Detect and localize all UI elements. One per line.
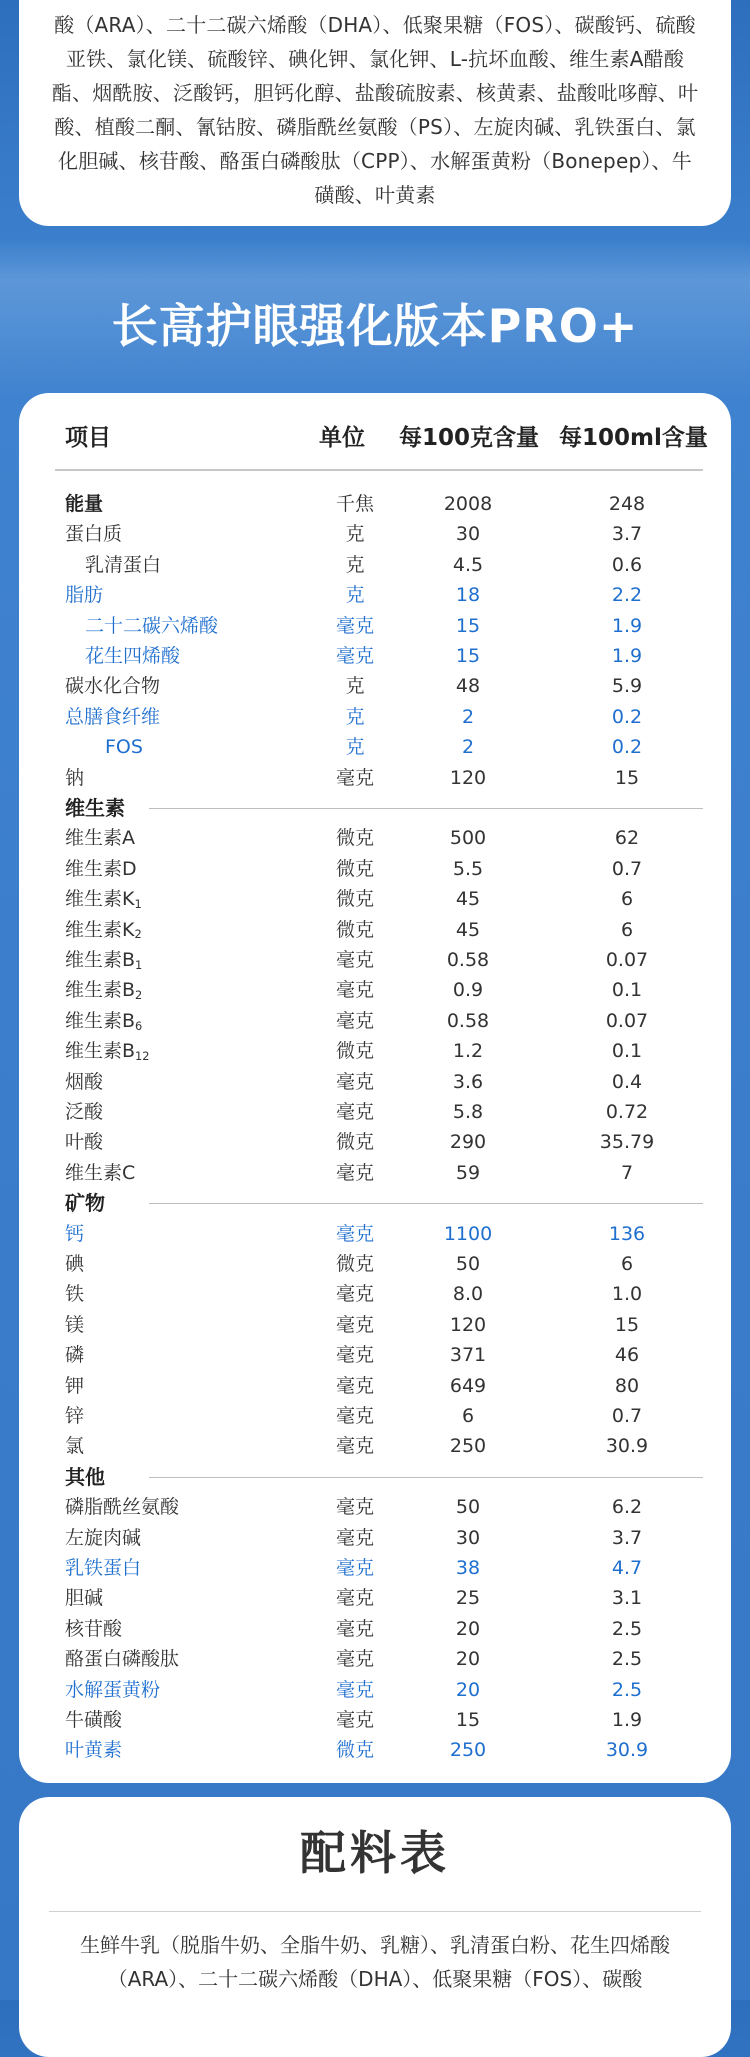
nutrient-unit: 毫克 <box>335 614 375 637</box>
table-row <box>19 1705 731 1735</box>
table-row <box>19 1523 731 1553</box>
nutrient-name-text: 镁 <box>65 1313 85 1336</box>
nutrient-name <box>105 732 143 762</box>
value-per-100g: 38 <box>455 1557 481 1579</box>
nutrient-name <box>65 1310 84 1340</box>
table-row <box>19 519 731 549</box>
nutrient-name-text: 泛酸 <box>65 1101 104 1123</box>
value-per-100g: 8.0 <box>452 1283 484 1306</box>
nutrient-name <box>65 1219 84 1249</box>
value-per-100ml: 0.1 <box>611 979 643 1002</box>
nutrient-unit: 微克 <box>335 857 375 880</box>
nutrient-unit: 克 <box>345 705 365 728</box>
header-unit: 单位 <box>319 425 365 451</box>
table-row <box>19 1371 731 1401</box>
table-row <box>19 1492 731 1522</box>
value-per-100ml: 3.7 <box>611 523 643 546</box>
nutrient-name <box>65 1340 84 1370</box>
nutrient-unit: 毫克 <box>335 766 375 789</box>
table-row <box>19 1036 731 1066</box>
value-per-100ml: 0.72 <box>605 1101 649 1123</box>
nutrient-name-text: 总膳食纤维 <box>65 705 161 728</box>
nutrient-unit: 克 <box>345 553 365 576</box>
table-row <box>19 1279 731 1309</box>
nutrient-name-text: 维生素C <box>65 1161 136 1184</box>
value-per-100g: 4.5 <box>452 553 484 576</box>
nutrient-name-text: 碳水化合物 <box>65 675 161 698</box>
value-per-100g: 20 <box>455 1648 481 1671</box>
nutrient-name-text: 叶黄素 <box>65 1739 123 1762</box>
value-per-100ml: 1.9 <box>611 614 643 637</box>
value-per-100g: 2008 <box>443 493 493 515</box>
nutrient-name <box>65 1553 141 1583</box>
nutrient-name <box>65 1614 122 1644</box>
value-per-100g: 18 <box>455 584 481 607</box>
value-per-100ml: 248 <box>608 493 646 515</box>
section-divider <box>149 1203 703 1204</box>
nutrient-name-text: 水解蛋黄粉 <box>65 1678 161 1701</box>
nutrient-name-text: 维生素B <box>65 979 136 1002</box>
nutrient-name-text: 维生素B <box>65 1009 136 1032</box>
table-row <box>19 550 731 580</box>
table-row <box>19 671 731 701</box>
ingredients-text: 生鲜牛乳（脱脂牛奶、全脂牛奶、乳糖）、乳清蛋白粉、花生四烯酸（ARA）、二十二碳六烯酸（DHA）、低聚果糖（FOS）、碳酸 <box>80 1933 670 1991</box>
nutrient-unit: 毫克 <box>335 1526 375 1549</box>
value-per-100ml: 1.9 <box>611 1709 643 1731</box>
nutrient-name <box>65 1675 160 1705</box>
section-label: 其他 <box>65 1464 105 1489</box>
nutrient-name-text: 胆碱 <box>65 1587 104 1610</box>
nutrient-unit: 毫克 <box>335 1709 375 1731</box>
table-row <box>19 1127 731 1157</box>
nutrient-name-text: 碘 <box>65 1253 85 1275</box>
nutrient-unit: 毫克 <box>335 979 375 1002</box>
value-per-100ml: 2.2 <box>611 584 643 607</box>
nutrient-name <box>65 945 142 977</box>
header-per-100ml: 每100ml含量 <box>559 425 708 451</box>
table-row <box>19 945 731 975</box>
value-per-100ml: 2.5 <box>611 1617 643 1640</box>
nutrient-unit: 毫克 <box>335 645 375 667</box>
value-per-100g: 290 <box>449 1131 487 1154</box>
ingredients-divider <box>49 1911 701 1912</box>
nutrient-name <box>65 580 103 610</box>
value-per-100ml: 80 <box>614 1374 640 1397</box>
nutrient-name <box>65 763 84 793</box>
value-per-100g: 15 <box>455 645 481 667</box>
value-per-100g: 120 <box>449 1313 487 1336</box>
ingredients-continuation-card <box>19 0 731 226</box>
value-per-100ml: 6 <box>620 1253 634 1275</box>
value-per-100g: 649 <box>449 1374 487 1397</box>
nutrient-unit: 毫克 <box>335 1648 375 1671</box>
value-per-100ml: 2.5 <box>611 1678 643 1701</box>
table-row <box>19 611 731 641</box>
value-per-100g: 120 <box>449 766 487 789</box>
nutrient-name <box>65 915 142 947</box>
value-per-100g: 1100 <box>443 1222 493 1245</box>
nutrient-name <box>65 1583 103 1613</box>
nutrient-name <box>65 1158 135 1188</box>
value-per-100ml: 3.7 <box>611 1526 643 1549</box>
value-per-100ml: 0.7 <box>611 1405 643 1427</box>
value-per-100ml: 0.1 <box>611 1040 643 1063</box>
nutrient-subscript: 2 <box>135 988 143 1003</box>
value-per-100g: 2 <box>461 705 475 728</box>
nutrient-name <box>65 1401 84 1431</box>
table-row <box>19 1310 731 1340</box>
value-per-100g: 59 <box>455 1161 481 1184</box>
nutrient-unit: 毫克 <box>335 949 375 971</box>
value-per-100g: 45 <box>455 888 481 911</box>
nutrient-unit: 毫克 <box>335 1557 375 1579</box>
nutrient-unit: 微克 <box>335 1131 375 1154</box>
table-row <box>19 580 731 610</box>
nutrient-name <box>65 884 142 916</box>
value-per-100ml: 0.2 <box>611 705 643 728</box>
nutrient-subscript: 1 <box>135 957 143 972</box>
value-per-100ml: 62 <box>614 827 640 850</box>
table-row <box>19 975 731 1005</box>
value-per-100ml: 1.9 <box>611 645 643 667</box>
value-per-100g: 500 <box>449 827 487 850</box>
nutrient-subscript: 12 <box>135 1049 150 1064</box>
nutrient-name <box>85 641 180 671</box>
nutrient-name-text: 维生素B <box>65 949 136 971</box>
nutrient-unit: 微克 <box>335 1040 375 1063</box>
value-per-100ml: 6 <box>620 888 634 911</box>
table-row <box>19 1067 731 1097</box>
table-row <box>19 1340 731 1370</box>
value-per-100ml: 1.0 <box>611 1283 643 1306</box>
nutrient-name-text: 维生素D <box>65 857 137 880</box>
nutrient-name-text: 二十二碳六烯酸 <box>85 614 219 637</box>
header-divider <box>55 469 703 471</box>
table-row <box>19 823 731 853</box>
nutrient-name-text: 铁 <box>65 1283 85 1306</box>
value-per-100g: 2 <box>461 736 475 759</box>
value-per-100ml: 46 <box>614 1344 640 1367</box>
table-row <box>19 1219 731 1249</box>
section-label: 维生素 <box>65 796 125 820</box>
nutrient-name-text: 钙 <box>65 1222 85 1245</box>
value-per-100ml: 136 <box>608 1222 646 1245</box>
ingredients-card <box>19 1797 731 2057</box>
nutrient-name <box>65 1006 142 1038</box>
nutrient-unit: 毫克 <box>335 1344 375 1367</box>
header-item: 项目 <box>65 425 111 451</box>
nutrient-name-text: 蛋白质 <box>65 523 123 546</box>
section-header <box>19 1188 731 1218</box>
nutrient-name <box>65 702 160 732</box>
nutrient-unit: 微克 <box>335 827 375 850</box>
table-row <box>19 732 731 762</box>
table-row <box>19 884 731 914</box>
value-per-100ml: 7 <box>620 1161 634 1184</box>
nutrient-name-text: 酪蛋白磷酸肽 <box>65 1648 180 1671</box>
table-row <box>19 1675 731 1705</box>
nutrient-name <box>65 1371 84 1401</box>
nutrient-name-text: 维生素K <box>65 888 135 911</box>
value-per-100ml: 0.6 <box>611 553 643 576</box>
nutrient-unit: 毫克 <box>335 1374 375 1397</box>
value-per-100g: 250 <box>449 1739 487 1762</box>
table-row <box>19 1158 731 1188</box>
value-per-100ml: 0.07 <box>605 949 649 971</box>
value-per-100g: 45 <box>455 918 481 941</box>
value-per-100ml: 0.7 <box>611 857 643 880</box>
nutrient-name <box>65 671 160 701</box>
value-per-100g: 250 <box>449 1435 487 1458</box>
section-header <box>19 1462 731 1492</box>
nutrient-name <box>65 1705 122 1735</box>
nutrient-unit: 克 <box>345 736 365 759</box>
nutrient-name <box>65 823 135 853</box>
table-row <box>19 1735 731 1765</box>
value-per-100g: 50 <box>455 1496 481 1519</box>
nutrient-name-text: 磷 <box>65 1344 85 1367</box>
value-per-100ml: 0.2 <box>611 736 643 759</box>
nutrient-name-text: 维生素B <box>65 1040 136 1063</box>
value-per-100g: 30 <box>455 1526 481 1549</box>
nutrient-unit: 毫克 <box>335 1009 375 1032</box>
nutrient-name <box>65 1097 103 1127</box>
nutrient-subscript: 1 <box>134 897 142 912</box>
value-per-100ml: 5.9 <box>611 675 643 698</box>
table-row <box>19 1249 731 1279</box>
nutrient-name-text: 烟酸 <box>65 1070 104 1093</box>
table-row <box>19 1097 731 1127</box>
table-row <box>19 489 731 519</box>
nutrient-unit: 千焦 <box>335 493 375 515</box>
nutrient-name-text: 能量 <box>65 493 104 515</box>
nutrient-name <box>65 1644 179 1674</box>
nutrient-unit: 毫克 <box>335 1222 375 1245</box>
nutrient-name-text: 花生四烯酸 <box>85 645 181 667</box>
nutrient-name <box>65 519 122 549</box>
value-per-100g: 20 <box>455 1617 481 1640</box>
value-per-100ml: 30.9 <box>605 1739 649 1762</box>
nutrient-name <box>65 1127 103 1157</box>
nutrient-unit: 毫克 <box>335 1101 375 1123</box>
value-per-100ml: 0.07 <box>605 1009 649 1032</box>
nutrient-name-text: 乳铁蛋白 <box>65 1557 142 1579</box>
table-row <box>19 1401 731 1431</box>
value-per-100ml: 2.5 <box>611 1648 643 1671</box>
nutrient-subscript: 6 <box>135 1018 143 1033</box>
value-per-100g: 30 <box>455 523 481 546</box>
value-per-100g: 371 <box>449 1344 487 1367</box>
ingredients-continuation-text: 酸（ARA）、二十二碳六烯酸（DHA）、低聚果糖（FOS）、碳酸钙、硫酸亚铁、氯化镁、硫酸锌、碘化钾、氯化钾、L-抗坏血酸、维生素A醋酸酯、烟酰胺、泛酸钙，胆钙化醇、盐酸硫胺素、核黄素、盐酸吡哆醇、叶酸、植酸二酮、氰钴胺、磷脂酰丝氨酸（PS）、左旋肉碱、乳铁蛋白、氯化胆碱、核苷酸、酪蛋白磷酸肽（CPP）、水解蛋黄粉（Bonepep）、牛磺酸、叶黄素 <box>51 13 699 207</box>
nutrient-name-text: 牛磺酸 <box>65 1709 123 1731</box>
section-divider <box>149 1477 703 1478</box>
value-per-100g: 15 <box>455 1709 481 1731</box>
table-row <box>19 854 731 884</box>
value-per-100g: 50 <box>455 1253 481 1275</box>
value-per-100g: 6 <box>461 1405 475 1427</box>
nutrient-unit: 微克 <box>335 888 375 911</box>
header-per-100g: 每100克含量 <box>399 425 540 451</box>
table-header <box>19 419 731 459</box>
value-per-100g: 0.9 <box>452 979 484 1002</box>
nutrient-name <box>65 1067 103 1097</box>
nutrient-name-text: 维生素K <box>65 918 135 941</box>
nutrient-name <box>65 975 142 1007</box>
nutrient-unit: 微克 <box>335 1253 375 1275</box>
table-row <box>19 1644 731 1674</box>
nutrient-name-text: 氯 <box>65 1435 85 1458</box>
nutrient-name <box>65 854 137 884</box>
nutrient-unit: 克 <box>345 584 365 607</box>
nutrient-name <box>85 611 218 641</box>
table-row <box>19 1583 731 1613</box>
nutrient-unit: 毫克 <box>335 1496 375 1519</box>
nutrient-unit: 毫克 <box>335 1283 375 1306</box>
nutrient-unit: 毫克 <box>335 1070 375 1093</box>
table-row <box>19 1006 731 1036</box>
nutrient-unit: 克 <box>345 675 365 698</box>
nutrient-unit: 毫克 <box>335 1405 375 1427</box>
nutrient-name <box>65 1279 84 1309</box>
nutrient-unit: 毫克 <box>335 1678 375 1701</box>
value-per-100ml: 30.9 <box>605 1435 649 1458</box>
nutrient-name <box>65 489 103 519</box>
value-per-100g: 48 <box>455 675 481 698</box>
value-per-100g: 3.6 <box>452 1070 484 1093</box>
nutrient-name <box>65 1523 141 1553</box>
section-divider <box>149 808 703 809</box>
nutrient-name <box>65 1036 150 1068</box>
value-per-100ml: 15 <box>614 766 640 789</box>
nutrient-name <box>65 1735 122 1765</box>
table-row <box>19 1614 731 1644</box>
value-per-100ml: 0.4 <box>611 1070 643 1093</box>
section-header <box>19 793 731 823</box>
nutrient-unit: 毫克 <box>335 1435 375 1458</box>
nutrient-unit: 克 <box>345 523 365 546</box>
nutrition-table-card <box>19 393 731 1783</box>
nutrient-unit: 微克 <box>335 918 375 941</box>
value-per-100g: 0.58 <box>446 1009 490 1032</box>
value-per-100ml: 35.79 <box>599 1131 655 1154</box>
nutrient-subscript: 2 <box>134 927 142 942</box>
pro-version-title: 长高护眼强化版本PRO+ <box>111 299 639 353</box>
value-per-100g: 20 <box>455 1678 481 1701</box>
table-row <box>19 702 731 732</box>
nutrient-name-text: 乳清蛋白 <box>85 553 162 576</box>
nutrient-unit: 微克 <box>335 1739 375 1762</box>
nutrient-unit: 毫克 <box>335 1587 375 1610</box>
value-per-100ml: 6.2 <box>611 1496 643 1519</box>
nutrient-unit: 毫克 <box>335 1313 375 1336</box>
value-per-100ml: 15 <box>614 1313 640 1336</box>
table-row <box>19 1553 731 1583</box>
nutrient-name-text: 钠 <box>65 766 85 789</box>
nutrient-name <box>65 1431 84 1461</box>
value-per-100g: 15 <box>455 614 481 637</box>
nutrient-name-text: 叶酸 <box>65 1131 104 1154</box>
nutrient-name <box>65 1249 84 1279</box>
nutrient-name-text: 脂肪 <box>65 584 104 607</box>
value-per-100ml: 4.7 <box>611 1557 643 1579</box>
nutrient-name-text: 核苷酸 <box>65 1617 123 1640</box>
nutrient-name-text: FOS <box>105 736 143 759</box>
value-per-100g: 0.58 <box>446 949 490 971</box>
nutrient-name <box>85 550 161 580</box>
nutrient-name <box>65 1492 179 1522</box>
nutrient-name-text: 锌 <box>65 1405 85 1427</box>
nutrient-name-text: 左旋肉碱 <box>65 1526 142 1549</box>
value-per-100g: 5.5 <box>452 857 484 880</box>
nutrient-name-text: 维生素A <box>65 827 135 850</box>
ingredients-title: 配料表 <box>300 1826 450 1880</box>
nutrient-unit: 毫克 <box>335 1617 375 1640</box>
value-per-100g: 25 <box>455 1587 481 1610</box>
section-label: 矿物 <box>65 1191 105 1216</box>
table-row <box>19 915 731 945</box>
nutrient-name-text: 钾 <box>65 1374 85 1397</box>
table-row <box>19 1431 731 1461</box>
value-per-100ml: 3.1 <box>611 1587 643 1610</box>
nutrient-unit: 毫克 <box>335 1161 375 1184</box>
value-per-100g: 5.8 <box>452 1101 484 1123</box>
table-row <box>19 641 731 671</box>
nutrient-name-text: 磷脂酰丝氨酸 <box>65 1496 180 1519</box>
value-per-100ml: 6 <box>620 918 634 941</box>
table-row <box>19 763 731 793</box>
value-per-100g: 1.2 <box>452 1040 484 1063</box>
